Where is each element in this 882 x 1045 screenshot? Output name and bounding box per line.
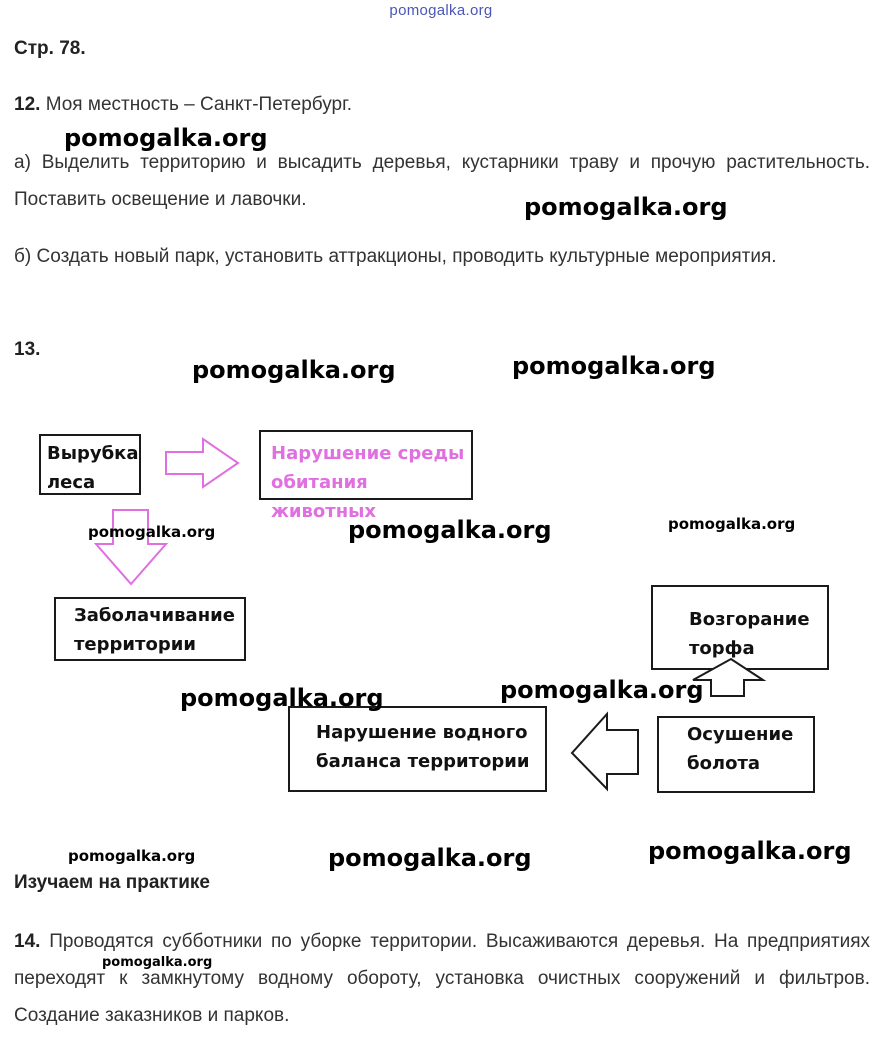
watermark: pomogalka.org bbox=[648, 837, 852, 865]
box-water-balance: Нарушение водного баланса территории bbox=[288, 706, 547, 792]
task14-paragraph bbox=[14, 923, 870, 1034]
arrow-left-black bbox=[572, 714, 638, 789]
task14-text: Проводятся субботники по уборке территории. Высаживаются деревья. На предприятиях переходят к замкнутому водному обороту, установка очистных сооружений и фильтров. Создание заказников и парков. bbox=[14, 931, 871, 1026]
watermark: pomogalka.org bbox=[180, 684, 384, 712]
box-peat-fire: Возгорание торфа bbox=[651, 585, 829, 670]
task12-answer-b: б) Создать новый парк, установить аттракционы, проводить культурные мероприятия. bbox=[14, 246, 777, 267]
box-habitat-disruption: Нарушение среды обитания животных bbox=[259, 430, 473, 500]
watermark-top: pomogalka.org bbox=[389, 2, 493, 19]
watermark: pomogalka.org bbox=[512, 352, 716, 380]
task12-text: Моя местность – Санкт-Петербург. bbox=[45, 94, 352, 115]
practice-heading: Изучаем на практике bbox=[14, 872, 210, 893]
watermark: pomogalka.org bbox=[102, 955, 213, 970]
task14-number: 14. bbox=[14, 931, 41, 952]
watermark: pomogalka.org bbox=[328, 844, 532, 872]
box-bog-drainage: Осушение болота bbox=[657, 716, 815, 793]
watermark: pomogalka.org bbox=[64, 124, 268, 152]
arrow-right-pink bbox=[166, 439, 238, 487]
watermark: pomogalka.org bbox=[524, 193, 728, 221]
task13-number: 13. bbox=[14, 339, 41, 360]
watermark: pomogalka.org bbox=[68, 847, 196, 865]
task12-number: 12. bbox=[14, 94, 41, 115]
task12-answer-a: а) Выделить территорию и высадить деревья, кустарники траву и прочую растительность. Поставить освещение и лавочки. bbox=[14, 152, 870, 210]
watermark: pomogalka.org bbox=[500, 676, 704, 704]
watermark: pomogalka.org bbox=[192, 356, 396, 384]
watermark: pomogalka.org bbox=[88, 523, 216, 541]
watermark: pomogalka.org bbox=[668, 515, 796, 533]
page-reference: Стр. 78. bbox=[14, 38, 86, 59]
box-swamping: Заболачивание территории bbox=[54, 597, 246, 661]
arrow-down-pink bbox=[96, 510, 166, 584]
watermark: pomogalka.org bbox=[348, 516, 552, 544]
box-forest-felling: Вырубка леса bbox=[39, 434, 141, 495]
